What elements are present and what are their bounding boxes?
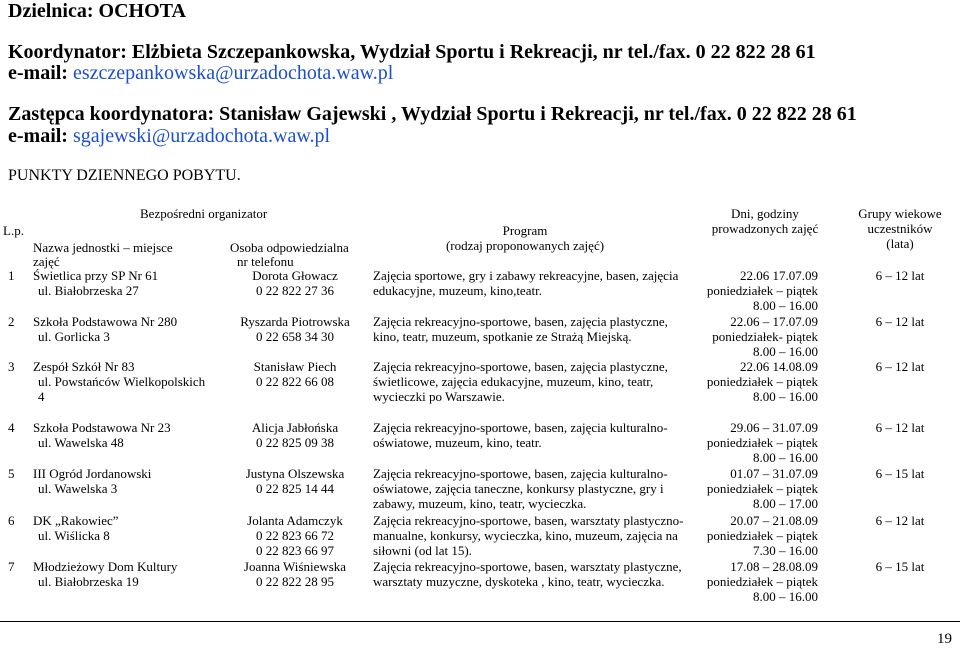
row-program bbox=[373, 359, 668, 404]
days-line: 8.00 – 16.00 bbox=[753, 450, 818, 465]
page-number: 19 bbox=[937, 631, 952, 647]
days-line: poniedziałek – piątek bbox=[706, 481, 818, 496]
place-line: ul. Wawelska 48 bbox=[38, 435, 124, 450]
program-line: manualne, konkursy, wycieczka, kino, muzeum, zajęcia na bbox=[373, 528, 678, 543]
header-unit-name-2: zajęć bbox=[33, 254, 60, 269]
days-line: 8.00 – 16.00 bbox=[753, 589, 818, 604]
place-line: Świetlica przy SP Nr 61 bbox=[33, 268, 159, 283]
place-line: Zespół Szkół Nr 83 bbox=[33, 359, 135, 374]
row-person bbox=[230, 513, 360, 558]
program-line: oświatowe, muzeum, kino, teatr. bbox=[373, 435, 542, 450]
person-line: Stanisław Piech bbox=[253, 359, 337, 374]
program-line: Zajęcia rekreacyjno-sportowe, basen, warsztaty plastyczno- bbox=[373, 513, 684, 528]
days-line: poniedziałek – piątek bbox=[706, 374, 818, 389]
days-line: poniedziałek – piątek bbox=[706, 435, 818, 450]
row-number: 7 bbox=[8, 559, 15, 574]
row-days bbox=[690, 314, 818, 359]
program-line: kino, teatr, muzeum, spotkanie ze Strażą Miejską. bbox=[373, 329, 632, 344]
person-line: 0 22 822 28 95 bbox=[256, 574, 334, 589]
row-program bbox=[373, 420, 668, 450]
row-days bbox=[690, 466, 818, 511]
days-line: poniedziałek- piątek bbox=[712, 329, 818, 344]
days-line: 17.08 – 28.08.09 bbox=[730, 559, 818, 574]
place-line: DK „Rakowiec” bbox=[33, 513, 119, 528]
days-line: 8.00 – 16.00 bbox=[753, 344, 818, 359]
row-place bbox=[33, 513, 119, 543]
coordinator-email-row bbox=[8, 62, 393, 84]
person-line: Alicja Jabłońska bbox=[251, 420, 339, 435]
days-line: 7.30 – 16.00 bbox=[753, 543, 818, 558]
deputy-email-label: e-mail: bbox=[8, 125, 73, 147]
row-person bbox=[230, 559, 360, 589]
row-number: 1 bbox=[8, 268, 15, 283]
program-line: Zajęcia sportowe, gry i zabawy rekreacyjne, basen, zajęcia bbox=[373, 268, 679, 283]
place-line: ul. Białobrzeska 19 bbox=[38, 574, 139, 589]
row-number: 4 bbox=[8, 420, 15, 435]
row-number: 3 bbox=[8, 359, 15, 374]
page-divider bbox=[0, 621, 960, 622]
row-days bbox=[690, 420, 818, 465]
place-line: Szkoła Podstawowa Nr 280 bbox=[33, 314, 178, 329]
row-program bbox=[373, 513, 683, 558]
row-number: 2 bbox=[8, 314, 15, 329]
row-place bbox=[33, 268, 158, 298]
program-line: zabawy, muzeum, kino, teatr, wycieczka. bbox=[373, 496, 587, 511]
days-line: 8.00 – 16.00 bbox=[753, 389, 818, 404]
place-line: ul. Gorlicka 3 bbox=[38, 329, 110, 344]
row-program bbox=[373, 466, 668, 511]
place-line: ul. Wiślicka 8 bbox=[38, 528, 110, 543]
days-line: 20.07 – 21.08.09 bbox=[730, 513, 818, 528]
section-title: PUNKTY DZIENNEGO POBYTU. bbox=[8, 167, 241, 184]
header-age-2: uczestników bbox=[867, 221, 933, 236]
header-contact-2: nr telefonu bbox=[237, 254, 294, 269]
person-line: 0 22 825 14 44 bbox=[256, 481, 334, 496]
days-line: 22.06 17.07.09 bbox=[740, 268, 818, 283]
person-line: Justyna Olszewska bbox=[245, 466, 345, 481]
program-line: Zajęcia rekreacyjno-sportowe, basen, zajęcia plastyczne, bbox=[373, 314, 668, 329]
days-line: 22.06 – 17.07.09 bbox=[730, 314, 818, 329]
program-line: wycieczki po Warszawie. bbox=[373, 389, 505, 404]
header-age-1: Grupy wiekowe bbox=[858, 206, 942, 221]
header-contact-1: Osoba odpowiedzialna bbox=[230, 240, 349, 255]
header-unit-name-1: Nazwa jednostki – miejsce bbox=[33, 240, 173, 255]
header-lp: L.p. bbox=[3, 223, 24, 238]
row-age: 6 – 12 lat bbox=[875, 513, 925, 528]
coordinator-line: Koordynator: Elżbieta Szczepankowska, Wydział Sportu i Rekreacji, nr tel./fax. 0 22 822 28 61 bbox=[8, 41, 816, 63]
program-line: świetlicowe, zajęcia edukacyjne, muzeum, kino, teatr, bbox=[373, 374, 654, 389]
header-organizer: Bezpośredni organizator bbox=[140, 206, 268, 221]
days-line: poniedziałek – piątek bbox=[706, 528, 818, 543]
header-program-1: Program bbox=[502, 223, 548, 238]
district-title: Dzielnica: OCHOTA bbox=[8, 0, 186, 22]
row-person bbox=[230, 420, 360, 450]
row-program bbox=[373, 559, 682, 589]
person-line: 0 22 658 34 30 bbox=[256, 329, 334, 344]
row-days bbox=[690, 268, 818, 313]
days-line: 8.00 – 17.00 bbox=[753, 496, 818, 511]
header-program-2: (rodzaj proponowanych zajęć) bbox=[445, 238, 605, 253]
program-line: warsztaty muzyczne, dyskoteka , kino, teatr, wycieczka. bbox=[373, 574, 665, 589]
program-line: Zajęcia rekreacyjno-sportowe, basen, zajęcia plastyczne, bbox=[373, 359, 668, 374]
row-person bbox=[230, 268, 360, 298]
deputy-email-row bbox=[8, 125, 330, 147]
header-days-2: prowadzonych zajęć bbox=[711, 221, 819, 236]
person-line: 0 22 823 66 72 bbox=[256, 528, 334, 543]
program-line: siłowni (od lat 15). bbox=[373, 543, 472, 558]
header-age-3: (lata) bbox=[886, 236, 914, 251]
program-line: Zajęcia rekreacyjno-sportowe, basen, zajęcia kulturalno- bbox=[373, 466, 668, 481]
coordinator-email-link[interactable]: eszczepankowska@urzadochota.waw.pl bbox=[72, 62, 394, 84]
row-age: 6 – 15 lat bbox=[875, 559, 925, 574]
place-line: ul. Wawelska 3 bbox=[38, 481, 118, 496]
row-age: 6 – 15 lat bbox=[875, 466, 925, 481]
person-line: 0 22 822 66 08 bbox=[256, 374, 334, 389]
days-line: 8.00 – 16.00 bbox=[753, 298, 818, 313]
row-place bbox=[33, 420, 171, 450]
deputy-email-link[interactable]: sgajewski@urzadochota.waw.pl bbox=[72, 125, 331, 147]
place-line: ul. Białobrzeska 27 bbox=[38, 283, 139, 298]
days-line: 01.07 – 31.07.09 bbox=[730, 466, 818, 481]
row-number: 6 bbox=[8, 513, 15, 528]
row-number: 5 bbox=[8, 466, 15, 481]
row-days bbox=[690, 359, 818, 404]
place-line: 4 bbox=[38, 389, 45, 404]
row-days bbox=[690, 513, 818, 558]
row-person bbox=[230, 314, 360, 344]
person-line: Ryszarda Piotrowska bbox=[240, 314, 350, 329]
days-line: poniedziałek – piątek bbox=[706, 574, 818, 589]
program-line: Zajęcia rekreacyjno-sportowe, basen, zajęcia kulturalno- bbox=[373, 420, 668, 435]
row-program bbox=[373, 314, 668, 344]
days-line: poniedziałek – piątek bbox=[706, 283, 818, 298]
days-line: 29.06 – 31.07.09 bbox=[730, 420, 818, 435]
row-person bbox=[230, 466, 360, 496]
coordinator-email-label: e-mail: bbox=[8, 62, 73, 84]
program-line: oświatowe, zajęcia taneczne, konkursy plastyczne, gry i bbox=[373, 481, 664, 496]
row-place bbox=[33, 559, 177, 589]
days-line: 22.06 14.08.09 bbox=[740, 359, 818, 374]
row-person bbox=[230, 359, 360, 389]
row-days bbox=[690, 559, 818, 604]
place-line: Młodzieżowy Dom Kultury bbox=[33, 559, 178, 574]
row-age: 6 – 12 lat bbox=[875, 420, 925, 435]
program-line: Zajęcia rekreacyjno-sportowe, basen, warsztaty plastyczne, bbox=[373, 559, 682, 574]
place-line: ul. Powstańców Wielkopolskich bbox=[38, 374, 206, 389]
person-line: 0 22 822 27 36 bbox=[256, 283, 334, 298]
person-line: Joanna Wiśniewska bbox=[243, 559, 347, 574]
row-program bbox=[373, 268, 678, 298]
row-place bbox=[33, 359, 205, 404]
program-line: edukacyjne, muzeum, kino,teatr. bbox=[373, 283, 542, 298]
place-line: Szkoła Podstawowa Nr 23 bbox=[33, 420, 171, 435]
deputy-line: Zastępca koordynatora: Stanisław Gajewski , Wydział Sportu i Rekreacji, nr tel./fax. 0 22 822 28 61 bbox=[8, 103, 857, 125]
person-line: 0 22 825 09 38 bbox=[256, 435, 334, 450]
row-place bbox=[33, 466, 151, 496]
person-line: Dorota Głowacz bbox=[252, 268, 338, 283]
row-place bbox=[33, 314, 177, 344]
place-line: III Ogród Jordanowski bbox=[33, 466, 152, 481]
header-days-1: Dni, godziny bbox=[731, 206, 799, 221]
row-age: 6 – 12 lat bbox=[875, 359, 925, 374]
row-age: 6 – 12 lat bbox=[875, 268, 925, 283]
person-line: 0 22 823 66 97 bbox=[256, 543, 334, 558]
row-age: 6 – 12 lat bbox=[875, 314, 925, 329]
person-line: Jolanta Adamczyk bbox=[247, 513, 343, 528]
